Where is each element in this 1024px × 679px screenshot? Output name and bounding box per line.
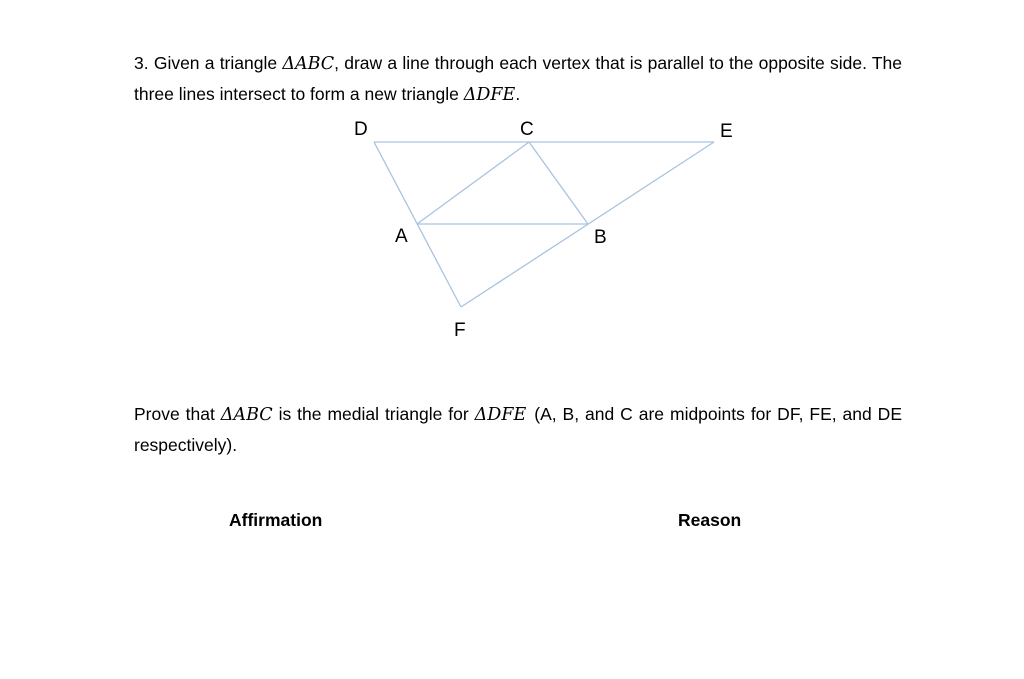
vertex-label-a: A — [395, 226, 408, 247]
reason-column-header: Reason — [678, 510, 742, 530]
prove-statement — [134, 399, 902, 460]
prove-text-1: Prove that — [134, 404, 221, 424]
prove-triangle-dfe-symbol: ΔDFE — [474, 405, 527, 425]
triangle-dfe-symbol: ΔDFE — [463, 85, 516, 105]
problem-number: 3. — [134, 53, 149, 73]
segment-ac — [417, 142, 529, 224]
vertex-label-d: D — [354, 119, 368, 140]
vertex-label-e: E — [720, 121, 733, 142]
prove-triangle-abc-symbol: ΔABC — [220, 405, 273, 425]
vertex-label-c: C — [520, 119, 534, 140]
problem-text-3: . — [515, 84, 521, 104]
segment-cb — [529, 142, 588, 224]
affirmation-column-header: Affirmation — [229, 510, 323, 530]
vertex-label-b: B — [594, 227, 607, 248]
problem-text-1: Given a triangle — [153, 53, 283, 73]
triangle-abc-symbol: ΔABC — [282, 54, 335, 74]
vertex-label-f: F — [454, 320, 466, 341]
prove-text-2: is the medial triangle for — [272, 404, 475, 424]
problem-text-2: , draw a line through each vertex that is parallel to the opposite side. The three lines intersect to form a new triangle — [134, 53, 902, 104]
prove-text-3: (A, B, and C are midpoints for DF, FE, and DE respectively). — [134, 404, 902, 455]
